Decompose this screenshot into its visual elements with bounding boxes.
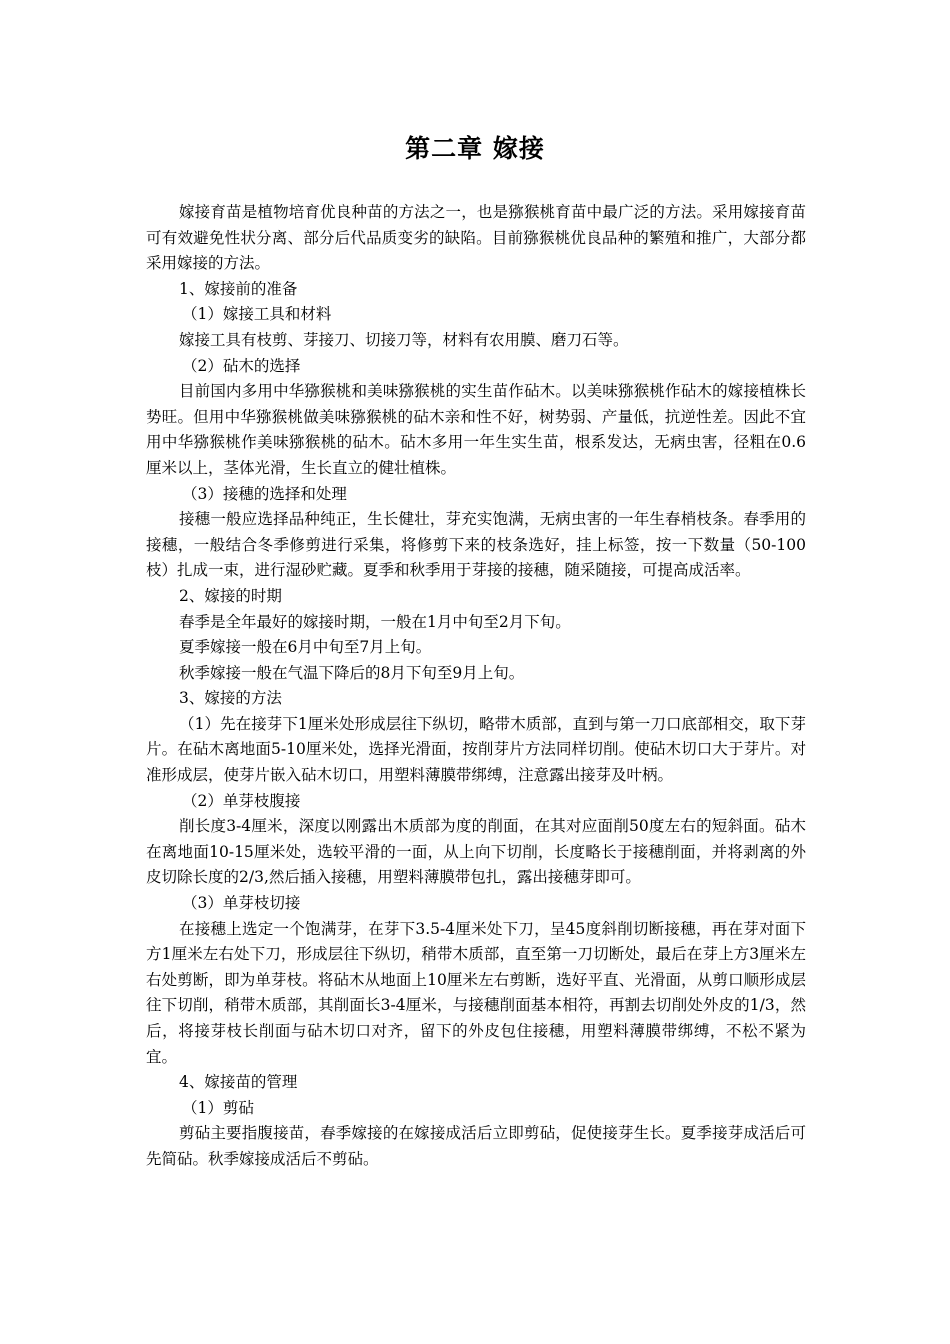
paragraph-summer: 夏季嫁接一般在6月中旬至7月上旬。: [179, 638, 432, 657]
subheading-cut-graft: （3）单芽枝切接: [182, 894, 301, 913]
paragraph-rootstock: 目前国内多用中华猕猴桃和美味猕猴桃的实生苗作砧木。以美味猕猴桃作砧木的嫁接植株长势旺。但用中华猕猴桃做美味猕猴桃的砧木亲和性不好，树势弱、产量低，抗逆性差。因此不宜用中华猕猴桃作美味猕猴桃的砧木。砧木多用一年生实生苗，根系发达，无病虫害，径粗在0.6厘米以上，茎体光滑，生长直立的健壮植株。: [146, 382, 806, 477]
section-heading-methods: 3、嫁接的方法: [179, 689, 282, 708]
paragraph-cutting: 剪砧主要指腹接苗，春季嫁接的在嫁接成活后立即剪砧，促使接芽生长。夏季接芽成活后可先简砧。秋季嫁接成活后不剪砧。: [146, 1124, 806, 1168]
subheading-tools: （1）嫁接工具和材料: [182, 305, 332, 324]
section-heading-management: 4、嫁接苗的管理: [179, 1073, 298, 1092]
paragraph-cut-graft: 在接穗上选定一个饱满芽，在芽下3.5-4厘米处下刀，呈45度斜削切断接穗，再在芽对面下方1厘米左右处下刀，形成层往下纵切，稍带木质部，直至第一刀切断处，最后在芽上方3厘米左右处剪断，即为单芽枝。将砧木从地面上10厘米左右剪断，选好平直、光滑面，从剪口顺形成层往下切削，稍带木质部，其削面长3-4厘米，与接穗削面基本相符，再割去切削处外皮的1/3，然后，将接芽枝长削面与砧木切口对齐，留下的外皮包住接穗，用塑料薄膜带绑缚，不松不紧为宜。: [146, 919, 806, 1066]
section-heading-preparation: 1、嫁接前的准备: [179, 279, 298, 298]
paragraph-method-1: （1）先在接芽下1厘米处形成层往下纵切，略带木质部，直到与第一刀口底部相交，取下芽片。在砧木离地面5-10厘米处，选择光滑面，按削芽片方法同样切削。使砧木切口大于芽片。对准形成层，使芽片嵌入砧木切口，用塑料薄膜带绑缚，注意露出接芽及叶柄。: [146, 714, 806, 785]
chapter-title: 第二章 嫁接: [405, 134, 545, 163]
paragraph-spring: 春季是全年最好的嫁接时期，一般在1月中旬至2月下旬。: [179, 612, 571, 631]
intro-paragraph: 嫁接育苗是植物培育优良种苗的方法之一，也是猕猴桃育苗中最广泛的方法。采用嫁接育苗可有效避免性状分离、部分后代品质变劣的缺陷。目前猕猴桃优良品种的繁殖和推广，大部分都采用嫁接的方法。: [146, 203, 806, 273]
paragraph-scion: 接穗一般应选择品种纯正，生长健壮，芽充实饱满，无病虫害的一年生春梢枝条。春季用的接穗，一般结合冬季修剪进行采集，将修剪下来的枝条选好，挂上标签，按一下数量（50-100枝）扎成一束，进行湿砂贮藏。夏季和秋季用于芽接的接穗，随采随接，可提高成活率。: [146, 510, 806, 580]
subheading-cutting: （1）剪砧: [182, 1098, 254, 1117]
paragraph-side-graft: 削长度3-4厘米，深度以刚露出木质部为度的削面，在其对应面削50度左右的短斜面。砧木在离地面10-15厘米处，选较平滑的一面，从上向下切削，长度略长于接穗削面，并将剥离的外皮切除长度的2/3,然后插入接穗，用塑料薄膜带包扎，露出接穗芽即可。: [146, 817, 806, 887]
subheading-side-graft: （2）单芽枝腹接: [182, 791, 301, 810]
body-text: [146, 200, 806, 1173]
subheading-rootstock: （2）砧木的选择: [182, 356, 301, 375]
paragraph-autumn: 秋季嫁接一般在气温下降后的8月下旬至9月上旬。: [179, 663, 525, 682]
section-heading-timing: 2、嫁接的时期: [179, 586, 282, 605]
paragraph-tools: 嫁接工具有枝剪、芽接刀、切接刀等，材料有农用膜、磨刀石等。: [179, 330, 629, 349]
subheading-scion: （3）接穗的选择和处理: [182, 484, 347, 503]
